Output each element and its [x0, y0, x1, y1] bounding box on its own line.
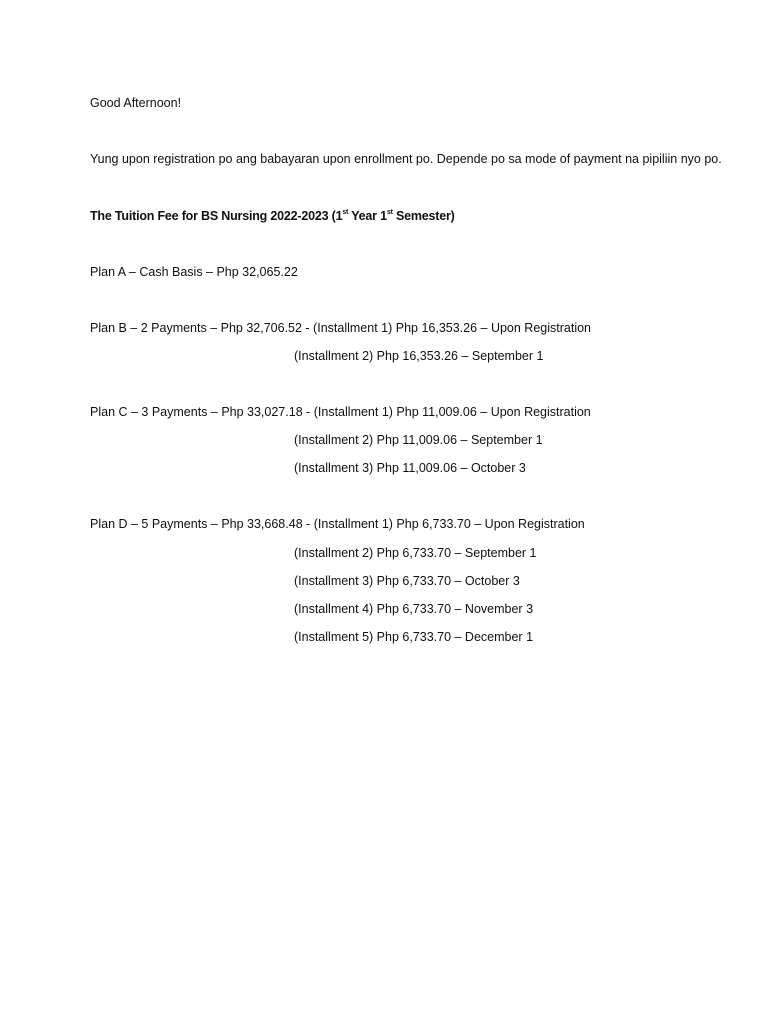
plan-c-installment-2: (Installment 2) Php 11,009.06 – September 1 [294, 433, 543, 447]
page-title [90, 208, 455, 224]
plan-b-header: Plan B – 2 Payments – Php 32,706.52 - (Installment 1) Php 16,353.26 – Upon Registration [90, 321, 592, 335]
title-sup-2: st [386, 208, 393, 216]
plan-d-installment-3: (Installment 3) Php 6,733.70 – October 3 [294, 574, 520, 588]
title-sup-1: st [342, 208, 349, 216]
plan-a-line: Plan A – Cash Basis – Php 32,065.22 [90, 265, 298, 279]
title-suffix: Semester) [392, 209, 455, 223]
plan-c-header: Plan C – 3 Payments – Php 33,027.18 - (Installment 1) Php 11,009.06 – Upon Registration [90, 405, 591, 419]
title-prefix: The Tuition Fee for BS Nursing 2022-2023 (1 [90, 209, 343, 223]
greeting: Good Afternoon! [90, 96, 182, 110]
plan-c-installment-3: (Installment 3) Php 11,009.06 – October 3 [294, 461, 526, 475]
payment-note: Yung upon registration po ang babayaran upon enrollment po. Depende po sa mode of payment na pipiliin nyo po. [90, 152, 722, 166]
plan-d-header: Plan D – 5 Payments – Php 33,668.48 - (Installment 1) Php 6,733.70 – Upon Registration [90, 517, 585, 531]
title-middle: Year 1 [348, 209, 387, 223]
plan-d-installment-4: (Installment 4) Php 6,733.70 – November 3 [294, 602, 534, 616]
plan-d-installment-2: (Installment 2) Php 6,733.70 – September 1 [294, 546, 537, 560]
plan-b-installment-2: (Installment 2) Php 16,353.26 – September 1 [294, 349, 544, 363]
plan-d-installment-5: (Installment 5) Php 6,733.70 – December 1 [294, 630, 534, 644]
